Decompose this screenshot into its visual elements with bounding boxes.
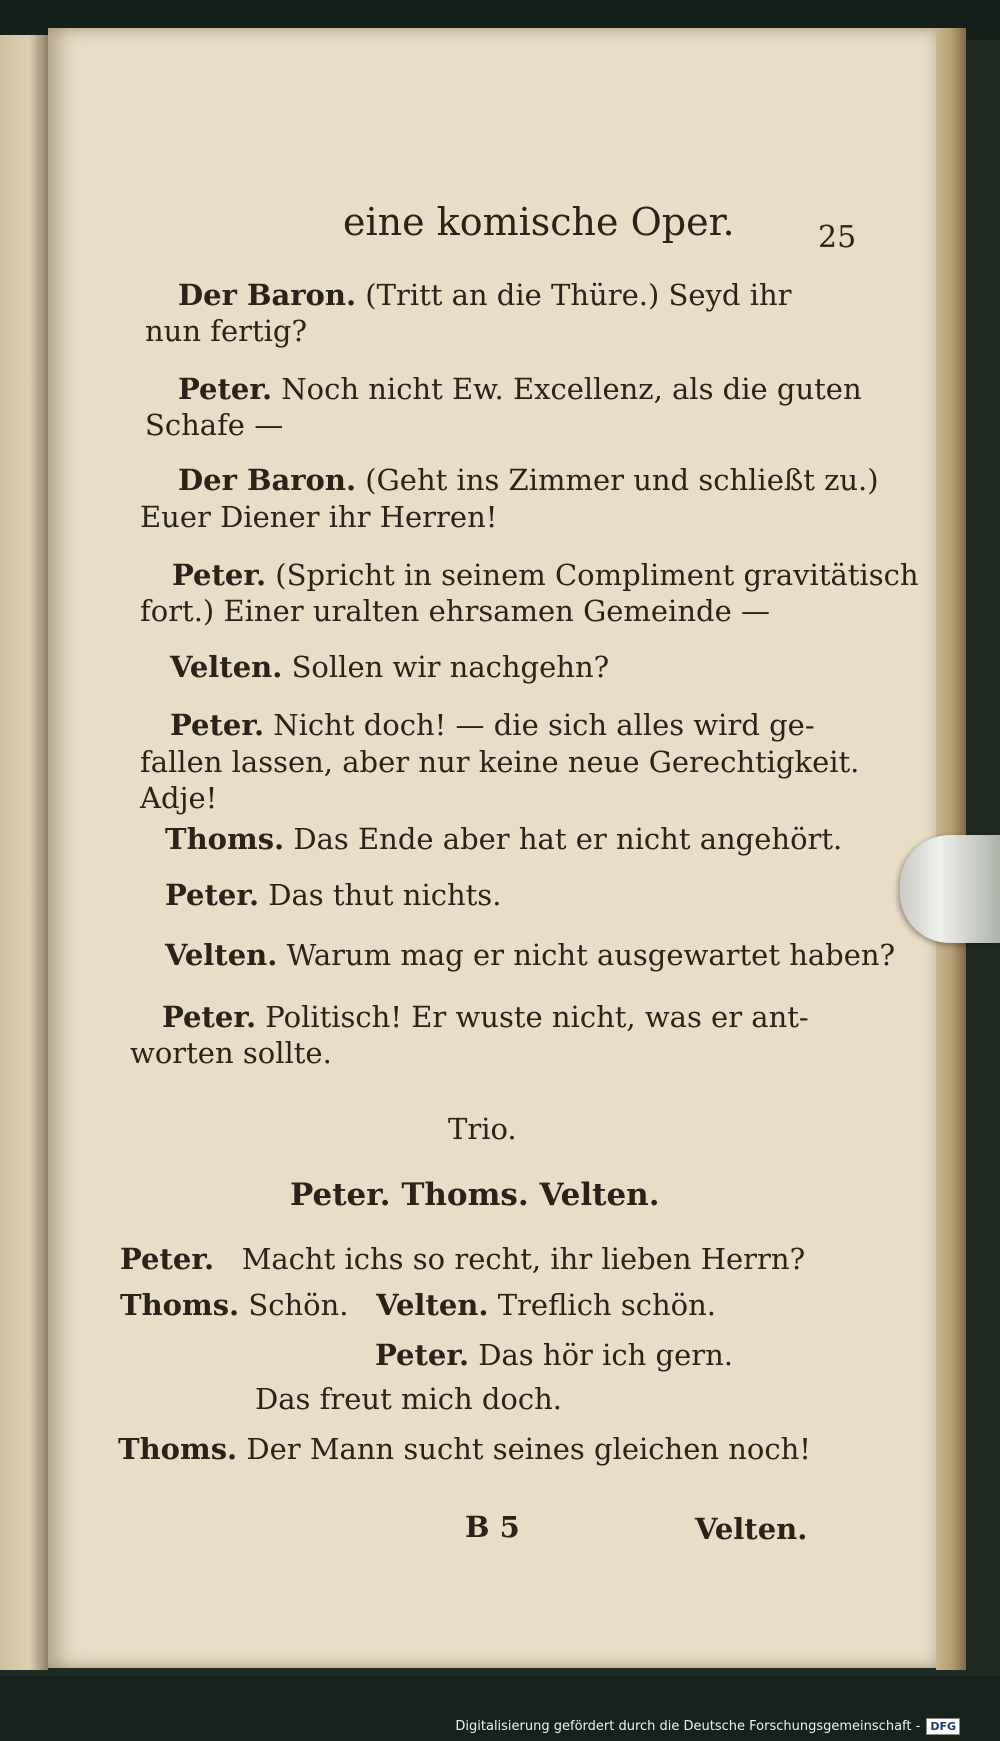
speech-text: Das thut nichts.: [268, 878, 502, 912]
verse-text: Macht ichs so recht, ihr lieben Herrn?: [241, 1242, 806, 1276]
dialogue-line: [178, 463, 879, 497]
funding-text: Digitalisierung gefördert durch die Deutsche Forschungsgemeinschaft -: [455, 1719, 921, 1734]
speaker-name: Thoms.: [118, 1432, 238, 1466]
speech-text: Politisch! Er wuste nicht, was er ant-: [265, 1000, 809, 1034]
speech-text: Adje!: [140, 781, 218, 815]
page-clip: [900, 835, 1000, 943]
speech-text: (Spricht in seinem Compliment gravitätisch: [275, 558, 919, 592]
speaker-name: Peter.: [172, 558, 267, 592]
speech-text: Warum mag er nicht ausgewartet haben?: [286, 938, 896, 972]
speaker-name: Velten.: [170, 650, 283, 684]
speech-text: Nicht doch! — die sich alles wird ge-: [273, 708, 815, 742]
dialogue-line: [170, 650, 609, 684]
speech-text: nun fertig?: [145, 314, 308, 348]
trio-cast: Peter. Thoms. Velten.: [290, 1177, 660, 1213]
dialogue-line: [170, 708, 815, 742]
speech-text: (Tritt an die Thüre.) Seyd ihr: [365, 278, 792, 312]
verse-text: Das freut mich doch.: [255, 1382, 563, 1416]
dialogue-line: [165, 938, 895, 972]
trio-line: [255, 1382, 562, 1416]
speaker-name: Thoms.: [165, 822, 285, 856]
speech-text: fort.) Einer uralten ehrsamen Gemeinde —: [140, 594, 770, 628]
speaker-name: Peter.: [165, 878, 260, 912]
speaker-name: Peter.: [120, 1242, 215, 1276]
left-page-edge: [0, 35, 48, 1670]
speaker-name: Thoms.: [120, 1288, 240, 1322]
verse-text: Der Mann sucht seines gleichen noch!: [246, 1432, 811, 1466]
speaker-name: Peter.: [375, 1338, 470, 1372]
speech-text: (Geht ins Zimmer und schließt zu.): [365, 463, 879, 497]
signature-mark: B 5: [465, 1510, 520, 1544]
dfg-logo: DFG: [926, 1718, 960, 1735]
dialogue-line: [178, 278, 792, 312]
funding-note: [455, 1718, 960, 1735]
speech-text: Sollen wir nachgehn?: [291, 650, 610, 684]
dialogue-line: [162, 1000, 809, 1034]
speaker-name: Velten.: [376, 1288, 489, 1322]
speech-text: Euer Diener ihr Herren!: [140, 500, 498, 534]
speech-text: Noch nicht Ew. Excellenz, als die guten: [281, 372, 862, 406]
trio-line: [375, 1338, 733, 1372]
speaker-name: Der Baron.: [178, 463, 357, 497]
dialogue-line: [178, 372, 862, 406]
speech-text: worten sollte.: [130, 1036, 332, 1070]
speaker-name: Peter.: [170, 708, 265, 742]
trio-line: [118, 1432, 811, 1466]
trio-title: Trio.: [448, 1112, 517, 1146]
dialogue-line: [165, 822, 842, 856]
speaker-name: Peter.: [162, 1000, 257, 1034]
scan-footer-bar: [0, 1676, 1000, 1741]
verse-text: Das hör ich gern.: [478, 1338, 734, 1372]
running-title: eine komische Oper.: [343, 200, 735, 244]
page-number: 25: [818, 220, 857, 255]
verse-text: Schön.: [248, 1288, 349, 1322]
speaker-name: Velten.: [165, 938, 278, 972]
dialogue-line: [165, 878, 501, 912]
dialogue-line: [172, 558, 919, 592]
speech-text: Schafe —: [145, 408, 284, 442]
speech-text: fallen lassen, aber nur keine neue Gerechtigkeit.: [140, 745, 860, 779]
trio-line: [120, 1288, 716, 1322]
speech-text: Das Ende aber hat er nicht angehört.: [293, 822, 843, 856]
trio-line: [120, 1242, 805, 1276]
catchword: Velten.: [695, 1512, 808, 1546]
speaker-name: Peter.: [178, 372, 273, 406]
speaker-name: Der Baron.: [178, 278, 357, 312]
verse-text: Treflich schön.: [497, 1288, 716, 1322]
